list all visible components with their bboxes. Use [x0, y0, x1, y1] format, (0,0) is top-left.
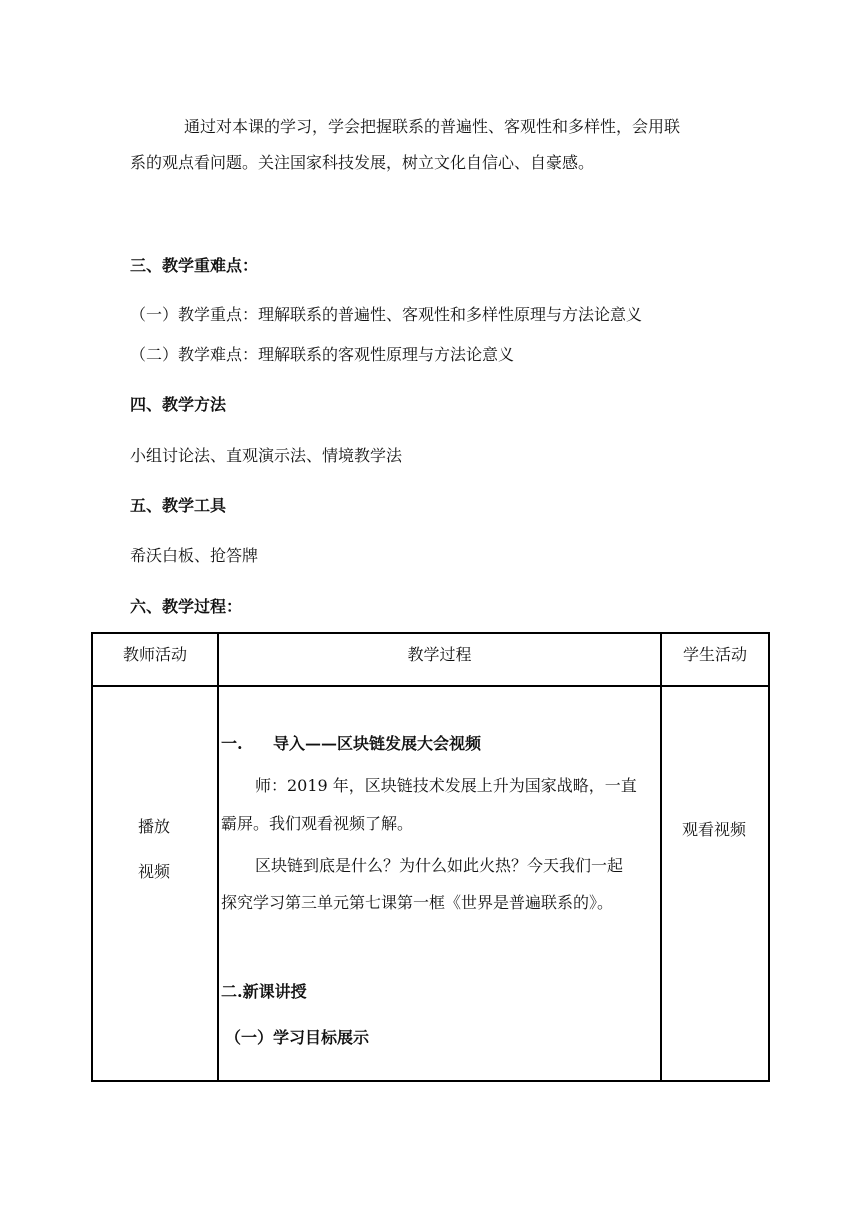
- process-heading-2: 二.新课讲授: [221, 982, 307, 1001]
- section-4-title: 四、教学方法: [130, 395, 227, 414]
- intro-line-2: 系的观点看问题。关注国家科技发展，树立文化自信心、自豪感。: [130, 153, 595, 172]
- process-heading-1-number: 一.: [221, 734, 243, 753]
- process-para-2-line-1: 区块链到底是什么？为什么如此火热？今天我们一起: [255, 856, 624, 875]
- header-teacher-activity: 教师活动: [92, 633, 218, 686]
- process-para-2-line-2: 探究学习第三单元第七课第一框《世界是普遍联系的》。: [221, 893, 614, 912]
- section-6-title: 六、教学过程：: [130, 597, 243, 616]
- process-heading-3: （一）学习目标展示: [225, 1028, 370, 1047]
- teaching-methods: 小组讨论法、直观演示法、情境教学法: [130, 446, 403, 465]
- table-row: [92, 686, 769, 1081]
- header-teaching-process: 教学过程: [218, 633, 661, 686]
- lesson-process-table: [91, 632, 770, 1082]
- difficult-point: （二）教学难点：理解联系的客观性原理与方法论意义: [130, 345, 515, 364]
- process-para-1-line-2: 霸屏。我们观看视频了解。: [221, 814, 414, 833]
- section-3-title: 三、教学重难点：: [130, 256, 259, 275]
- teaching-process-cell: [218, 686, 661, 1081]
- teaching-tools: 希沃白板、抢答牌: [130, 546, 259, 565]
- process-para-1-line-1: 师：2019 年，区块链技术发展上升为国家战略，一直: [255, 776, 637, 795]
- teacher-activity-cell: [92, 686, 218, 1081]
- section-5-title: 五、教学工具: [130, 496, 227, 515]
- student-activity-text: 观看视频: [682, 820, 747, 839]
- header-student-activity: 学生活动: [661, 633, 769, 686]
- key-point: （一）教学重点：理解联系的普遍性、客观性和多样性原理与方法论意义: [130, 305, 643, 324]
- intro-line-1: 通过对本课的学习，学会把握联系的普遍性、客观性和多样性，会用联: [184, 117, 681, 136]
- teacher-activity-line-2: 视频: [138, 862, 171, 881]
- student-activity-cell: [661, 686, 769, 1081]
- table-header-row: [92, 633, 769, 686]
- process-heading-1: 导入——区块链发展大会视频: [273, 734, 482, 753]
- teacher-activity-line-1: 播放: [138, 817, 171, 836]
